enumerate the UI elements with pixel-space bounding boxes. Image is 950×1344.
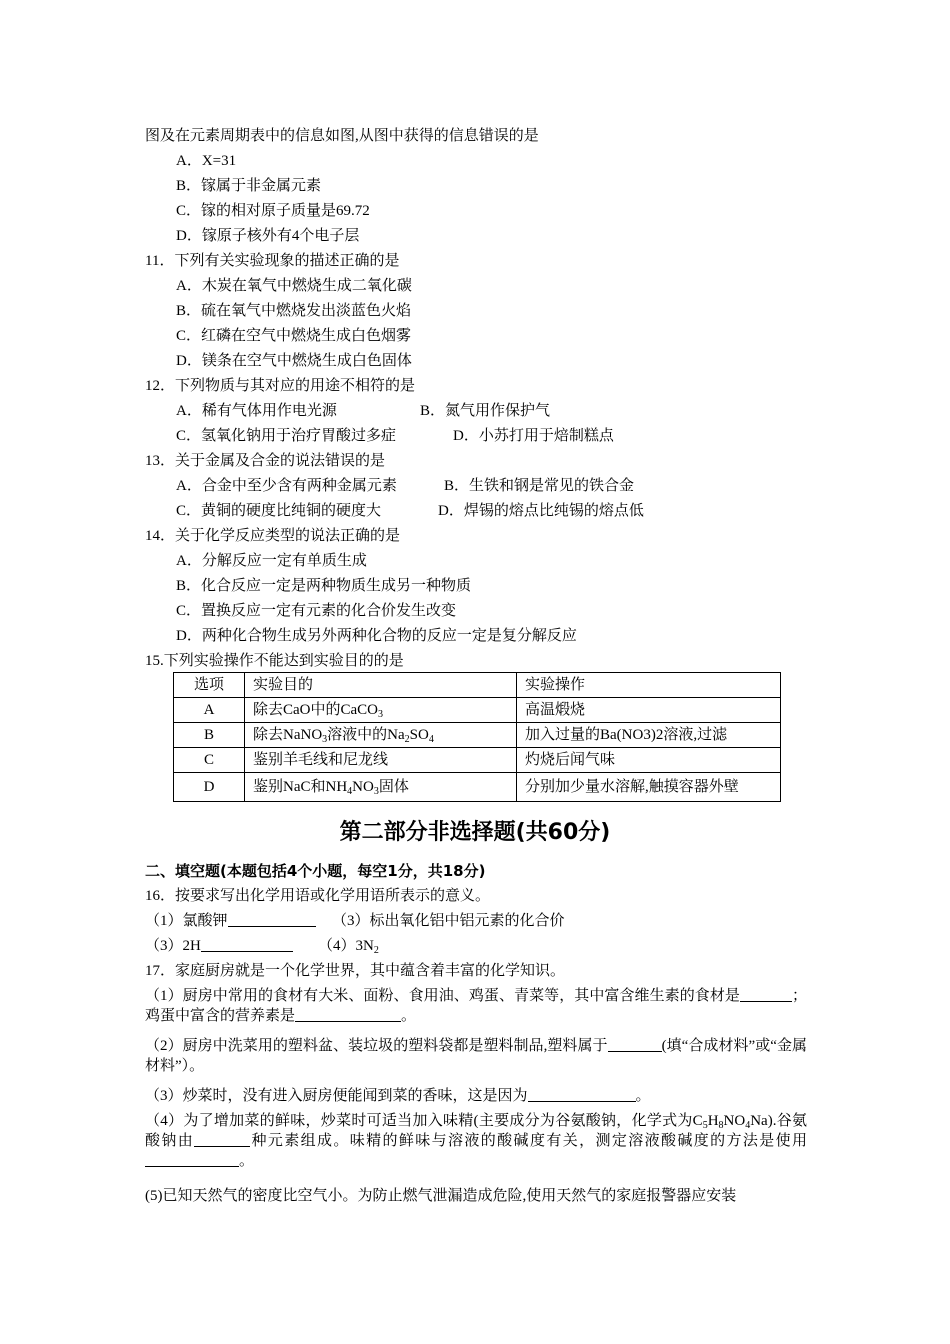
table-row: [174, 698, 781, 723]
row-goal: 除去NaNO$_3$溶液中的$Na_2SO_4$: [245, 723, 517, 748]
q16-item-3: （3）2H: [145, 936, 293, 956]
row-option: B: [174, 723, 245, 748]
answer-blank[interactable]: [201, 937, 293, 952]
q11-option-d: D．镁条在空气中燃烧生成白色固体: [176, 353, 412, 369]
header-option: 选项: [174, 673, 245, 698]
table-row: [174, 723, 781, 748]
q15-stem: 15.下列实验操作不能达到实验目的的是: [145, 653, 404, 669]
q10-option-c: C．镓的相对原子质量是69.72: [176, 203, 370, 219]
q14-option-d: D．两种化合物生成另外两种化合物的反应一定是复分解反应: [176, 628, 577, 644]
answer-blank[interactable]: [295, 1007, 401, 1022]
q16-item-4: $(4)3N_2$: [318, 938, 379, 956]
q17-stem: 17．家庭厨房就是一个化学世界，其中蕴含着丰富的化学知识。: [145, 963, 566, 979]
q10-option-a: A．X=31: [176, 153, 237, 169]
table-row: [174, 773, 781, 802]
q12-option-c: C．氢氧化钠用于治疗胃酸过多症: [176, 428, 397, 444]
q13-option-a: A．合金中至少含有两种金属元素: [176, 478, 397, 494]
q13-stem: 13．关于金属及合金的说法错误的是: [145, 453, 386, 469]
q14-option-c: C．置换反应一定有元素的化合价发生改变: [176, 603, 457, 619]
row-operation: 高温煅烧: [517, 698, 781, 723]
row-goal: 除去CaO中的CaCO$_3$: [245, 698, 517, 723]
row-operation: 灼烧后闻气味: [517, 748, 781, 773]
q16-item-2: （3）标出氧化铝中铝元素的化合价: [332, 913, 565, 929]
answer-blank[interactable]: [228, 912, 316, 927]
q17-part-2: （2）厨房中洗菜用的塑料盆、装垃圾的塑料袋都是塑料制品,塑料属于 (填“合成材料”或“金属材料”）。: [145, 1038, 807, 1074]
row-option: A: [174, 698, 245, 723]
section2-title: 二、填空题(本题包括4个小题，每空1分，共18分): [145, 862, 486, 880]
q10-option-b: B．镓属于非金属元素: [176, 178, 322, 194]
q11-option-c: C．红磷在空气中燃烧生成白色烟雾: [176, 328, 412, 344]
q12-stem: 12．下列物质与其对应的用途不相符的是: [145, 378, 416, 394]
q12-option-d: D．小苏打用于焙制糕点: [453, 428, 614, 444]
header-operation: 实验操作: [517, 673, 781, 698]
answer-blank[interactable]: [740, 987, 792, 1002]
row-operation: 分别加少量水溶解,触摸容器外壁: [517, 773, 781, 802]
row-operation: 加入过量的Ba(NO3)2溶液,过滤: [517, 723, 781, 748]
header-goal: 实验目的: [245, 673, 517, 698]
q14-option-a: A．分解反应一定有单质生成: [176, 553, 367, 569]
row-option: C: [174, 748, 245, 773]
row-option: D: [174, 773, 245, 802]
q11-option-b: B．硫在氧气中燃烧发出淡蓝色火焰: [176, 303, 412, 319]
answer-blank[interactable]: [528, 1087, 636, 1102]
answer-blank[interactable]: [608, 1037, 662, 1052]
part2-title: 第二部分非选择题(共60分): [339, 820, 611, 845]
q17-part-3: （3）炒菜时，没有进入厨房便能闻到菜的香味，这是因为 。: [145, 1088, 651, 1104]
q16-stem: 16．按要求写出化学用语或化学用语所表示的意义。: [145, 888, 491, 904]
q13-option-c: C．黄铜的硬度比纯铜的硬度大: [176, 503, 382, 519]
q17-part-4: （4）为了增加菜的鲜味，炒菜时可适当加入味精(主要成分为谷氨酸钠，化学式为$C_5H_8NO_4Na$).谷氨酸钠由 种元素组成。味精的鲜味与溶液的酸碱度有关，测定溶液酸碱度的方法是使用。: [145, 1113, 807, 1169]
row-goal: 鉴别NaC和$NH_4NO_3$固体: [245, 773, 517, 802]
q17-part-1: （1）厨房中常用的食材有大米、面粉、食用油、鸡蛋、青菜等，其中富含维生素的食材是 ；鸡蛋中富含的营养素是 。: [145, 988, 807, 1024]
answer-blank[interactable]: [145, 1152, 239, 1167]
q13-option-b: B．生铁和钢是常见的铁合金: [444, 478, 635, 494]
answer-blank[interactable]: [194, 1132, 250, 1147]
experiment-table: [173, 672, 781, 802]
table-header-row: [174, 673, 781, 698]
q16-item-1: （1）氯酸钾: [145, 911, 316, 931]
q14-stem: 14．关于化学反应类型的说法正确的是: [145, 528, 401, 544]
q11-option-a: A．木炭在氧气中燃烧生成二氧化碳: [176, 278, 412, 294]
q10-option-d: D．镓原子核外有4个电子层: [176, 228, 360, 244]
table-row: [174, 748, 781, 773]
q14-option-b: B．化合反应一定是两种物质生成另一种物质: [176, 578, 472, 594]
q13-option-d: D．焊锡的熔点比纯锡的熔点低: [438, 503, 644, 519]
q10-stem: 图及在元素周期表中的信息如图,从图中获得的信息错误的是: [145, 128, 539, 144]
row-goal: 鉴别羊毛线和尼龙线: [245, 748, 517, 773]
q12-option-b: B．氮气用作保护气: [420, 403, 551, 419]
q17-part-5: (5)已知天然气的密度比空气小。为防止燃气泄漏造成危险,使用天然气的家庭报警器应安装: [145, 1188, 737, 1204]
q11-stem: 11．下列有关实验现象的描述正确的是: [145, 253, 400, 269]
q12-option-a: A．稀有气体用作电光源: [176, 403, 337, 419]
